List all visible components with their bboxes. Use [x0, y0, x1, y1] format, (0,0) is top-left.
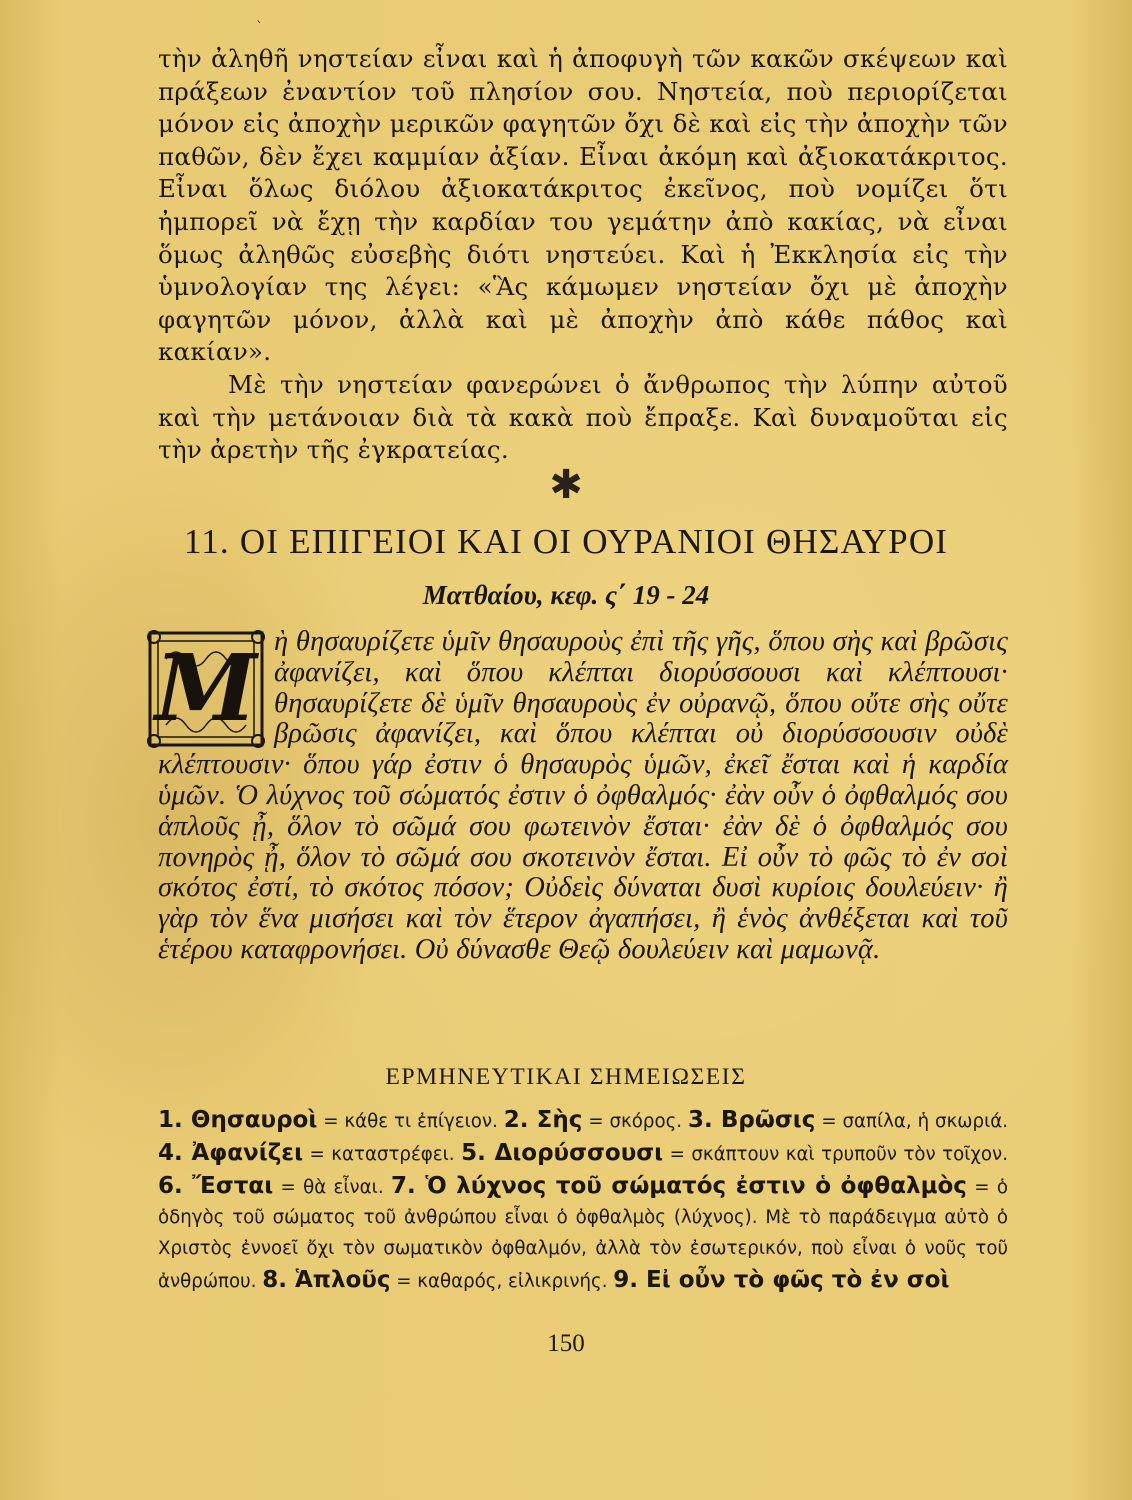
note-term: 3. Βρῶσις: [687, 1107, 816, 1133]
print-mark: `: [256, 20, 263, 36]
note-definition: = θὰ εἶναι.: [273, 1176, 391, 1198]
note-definition: = κάθε τι ἐπίγειον.: [317, 1111, 504, 1132]
note-term: 5. Διορύσσουσι: [461, 1139, 664, 1166]
note-term: 1. Θησαυροὶ: [158, 1107, 318, 1133]
intro-paragraph: τὴν ἀληθῆ νηστείαν εἶναι καὶ ἡ ἀποφυγὴ τῶν κακῶν σκέψεων καὶ πράξεων ἐναντίον τοῦ πλησίον σου. Νηστεία, ποὺ περιορίζεται μόνον εἰς ἀποχὴν μερικῶν φαγητῶν ὄχι δὲ καὶ εἰς τὴν ἀποχὴν τῶν παθῶν, δὲν ἔχει καμμίαν ἀξίαν. Εἶναι ἀκόμη καὶ ἀξιοκατάκριτος. Εἶναι ὅλως διόλου ἀξιοκατάκριτος ἐκεῖνος, ποὺ νομίζει ὅτι ἠμπορεῖ νὰ ἔχῃ τὴν καρδίαν του γεμάτην ἀπὸ κακίας, νὰ εἶναι ὅμως ἀληθῶς εὐσεβὴς διότι νηστεύει. Καὶ ἡ Ἐκκλησία εἰς τὴν ὑμνολογίαν της λέγει: «Ἃς κάμωμεν νηστείαν ὄχι μὲ ἀποχὴν φαγητῶν μόνον, ἀλλὰ καὶ μὲ ἀποχὴν ἀπὸ κάθε πάθος καὶ κακίαν».: [158, 44, 1008, 367]
note-term: 2. Σὴς: [503, 1107, 583, 1133]
scripture-passage: [154, 626, 1008, 966]
notes-heading: ΕΡΜΗΝΕΥΤΙΚΑΙ ΣΗΜΕΙΩΣΕΙΣ: [385, 1064, 747, 1090]
note-definition: = καταστρέφει.: [303, 1143, 462, 1165]
ornamental-initial: [146, 629, 266, 749]
explanatory-notes: [158, 1105, 1008, 1298]
intro-paragraph: Μὲ τὴν νηστείαν φανερώνει ὁ ἄνθρωπος τὴν λύπην αὐτοῦ καὶ τὴν μετάνοιαν διὰ τὰ κακὰ ποὺ ἔπραξε. Καὶ δυναμοῦται εἰς τὴν ἀρετὴν τῆς ἐγκρατείας.: [158, 369, 1008, 465]
section-separator: ✱: [549, 462, 583, 508]
initial-letter: Μ: [154, 634, 258, 742]
note-term: 9. Εἰ οὖν τὸ φῶς τὸ ἐν σοὶ: [613, 1266, 950, 1293]
note-definition: = σκόρος.: [582, 1111, 688, 1132]
note-definition: = ὁ ὁδηγὸς τοῦ σώματος τοῦ ἀνθρώπου εἶναι ὁ ὀφθαλμὸς (λύχνος). Μὲ τὸ παράδειγμα αὐτὸ ὁ Χριστὸς ἐννοεῖ ὄχι τὸν σωματικὸν ὀφθαλμόν, ἀλλὰ τὸν ἐσωτερικόν, ποὺ εἶναι ὁ νοῦς τοῦ ἀνθρώπου.: [158, 1176, 1008, 1292]
note-definition: = καθαρός, εἰλικρινής.: [390, 1270, 614, 1292]
scripture-reference: Ματθαίου, κεφ. ς΄ 19 - 24: [422, 580, 710, 610]
note-definition: = σαπίλα, ἡ σκωριά.: [815, 1111, 1008, 1132]
note-term: 4. Ἀφανίζει: [158, 1139, 304, 1166]
page-number: 150: [547, 1330, 585, 1357]
note-term: 6. Ἔσται: [158, 1172, 274, 1199]
intro-text: [158, 43, 1008, 467]
note-term: 8. Ἁπλοῦς: [262, 1266, 391, 1293]
scripture-text: ὴ θησαυρίζετε ὑμῖν θησαυροὺς ἐπὶ τῆς γῆς, ὅπου σὴς καὶ βρῶσις ἀφανίζει, καὶ ὅπου κλέπται διορύσσουσι καὶ κλέπτουσι· θησαυρίζετε δὲ ὑμῖν θησαυροὺς ἐν οὐρανῷ, ὅπου οὔτε σὴς οὔτε βρῶσις ἀφανίζει, καὶ ὅπου κλέπται οὐ διορύσσουσιν οὐδὲ κλέπτουσιν· ὅπου γάρ ἐστιν ὁ θησαυρὸς ὑμῶν, ἐκεῖ ἔσται καὶ ἡ καρδία ὑμῶν. Ὁ λύχνος τοῦ σώματός ἐστιν ὁ ὀφθαλμός· ἐὰν οὖν ὁ ὀφθαλμός σου ἁπλοῦς ᾖ, ὅλον τὸ σῶμά σου φωτεινὸν ἔσται· ἐὰν δὲ ὁ ὀφθαλμός σου πονηρὸς ᾖ, ὅλον τὸ σῶμά σου σκοτεινὸν ἔσται. Εἰ οὖν τὸ φῶς τὸ ἐν σοὶ σκότος ἐστί, τὸ σκότος πόσον; Οὐδεὶς δύναται δυσὶ κυρίοις δουλεύειν· ἢ γὰρ τὸν ἕνα μισήσει καὶ τὸν ἕτερον ἀγαπήσει, ἢ ἑνὸς ἀνθέξεται καὶ τοῦ ἑτέρου καταφρονήσει. Οὐ δύνασθε Θεῷ δουλεύειν καὶ μαμωνᾷ.: [158, 626, 1008, 965]
note-definition: = σκάπτουν καὶ τρυποῦν τὸν τοῖχον.: [663, 1143, 1008, 1165]
note-term: 7. Ὁ λύχνος τοῦ σώματός ἐστιν ὁ ὀφθαλμὸς: [390, 1172, 967, 1199]
chapter-title: 11. ΟΙ ΕΠΙΓΕΙΟΙ ΚΑΙ ΟΙ ΟΥΡΑΝΙΟΙ ΘΗΣΑΥΡΟΙ: [183, 522, 949, 561]
